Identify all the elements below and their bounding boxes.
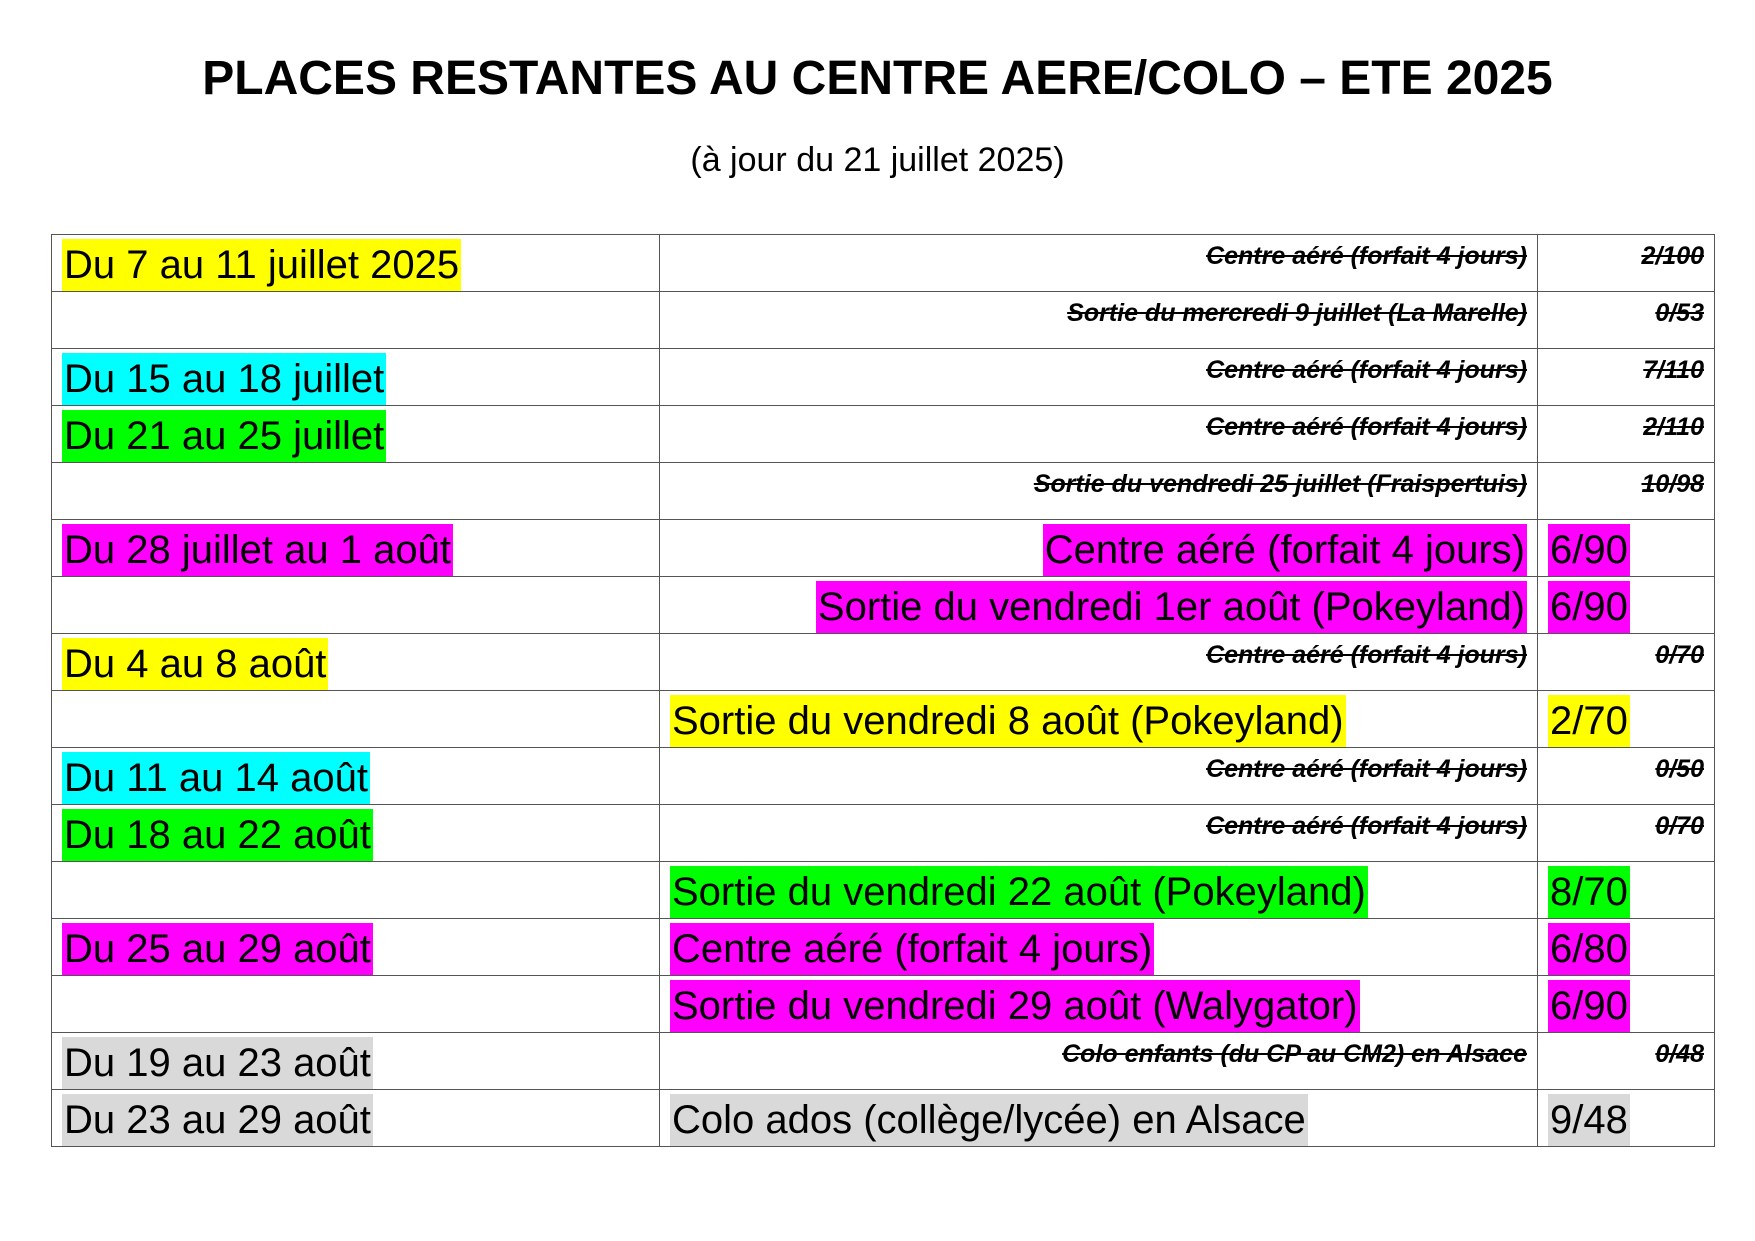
places-cell: [1538, 634, 1715, 691]
activity-label: Sortie du vendredi 8 août (Pokeyland): [670, 695, 1346, 747]
activity-cell: [660, 520, 1538, 577]
activity-cell: [660, 1090, 1538, 1147]
activity-label: Sortie du vendredi 29 août (Walygator): [670, 980, 1360, 1032]
table-row: [52, 520, 1715, 577]
period-cell: [52, 349, 660, 406]
period-cell: [52, 1033, 660, 1090]
activity-cell: [660, 1033, 1538, 1090]
places-count-full: 0/70: [1655, 641, 1704, 669]
places-cell: [1538, 292, 1715, 349]
activity-cell: [660, 862, 1538, 919]
places-count-full: 0/70: [1655, 812, 1704, 840]
activity-label-full: Centre aéré (forfait 4 jours): [1206, 755, 1527, 783]
period-label: Du 7 au 11 juillet 2025: [62, 239, 461, 291]
period-cell: [52, 748, 660, 805]
places-cell: [1538, 976, 1715, 1033]
places-table: [51, 234, 1715, 1147]
period-cell: [52, 577, 660, 634]
activity-cell: [660, 805, 1538, 862]
period-label: Du 28 juillet au 1 août: [62, 524, 453, 576]
places-cell: [1538, 406, 1715, 463]
places-cell: [1538, 1033, 1715, 1090]
table-row: [52, 1033, 1715, 1090]
activity-cell: [660, 577, 1538, 634]
period-cell: [52, 520, 660, 577]
activity-cell: [660, 691, 1538, 748]
period-cell: [52, 976, 660, 1033]
activity-cell: [660, 919, 1538, 976]
period-cell: [52, 463, 660, 520]
activity-label: Sortie du vendredi 1er août (Pokeyland): [816, 581, 1527, 633]
activity-cell: [660, 292, 1538, 349]
places-count: 6/90: [1548, 980, 1630, 1032]
table-row: [52, 406, 1715, 463]
places-cell: [1538, 691, 1715, 748]
activity-label: Centre aéré (forfait 4 jours): [1043, 524, 1527, 576]
places-cell: [1538, 463, 1715, 520]
activity-cell: [660, 349, 1538, 406]
table-row: [52, 1090, 1715, 1147]
table-row: [52, 691, 1715, 748]
places-count: 6/90: [1548, 581, 1630, 633]
period-cell: [52, 862, 660, 919]
places-count-full: 2/110: [1643, 413, 1704, 441]
period-label: Du 15 au 18 juillet: [62, 353, 386, 405]
period-label: Du 19 au 23 août: [62, 1037, 373, 1089]
period-cell: [52, 406, 660, 463]
activity-cell: [660, 634, 1538, 691]
places-cell: [1538, 1090, 1715, 1147]
places-cell: [1538, 349, 1715, 406]
places-cell: [1538, 862, 1715, 919]
places-count-full: 0/53: [1655, 299, 1704, 327]
period-label: Du 25 au 29 août: [62, 923, 373, 975]
places-count: 6/80: [1548, 923, 1630, 975]
period-cell: [52, 292, 660, 349]
places-count-full: 7/110: [1643, 356, 1704, 384]
activity-label-full: Sortie du mercredi 9 juillet (La Marelle): [1067, 299, 1527, 327]
table-row: [52, 577, 1715, 634]
places-cell: [1538, 805, 1715, 862]
period-label: Du 11 au 14 août: [62, 752, 370, 804]
period-cell: [52, 634, 660, 691]
table-row: [52, 976, 1715, 1033]
activity-label-full: Centre aéré (forfait 4 jours): [1206, 242, 1527, 270]
places-cell: [1538, 520, 1715, 577]
places-count-full: 2/100: [1641, 242, 1704, 270]
table-row: [52, 235, 1715, 292]
period-label: Du 23 au 29 août: [62, 1094, 373, 1146]
places-cell: [1538, 235, 1715, 292]
table-row: [52, 805, 1715, 862]
period-cell: [52, 235, 660, 292]
period-cell: [52, 1090, 660, 1147]
table-row: [52, 292, 1715, 349]
activity-label: Colo ados (collège/lycée) en Alsace: [670, 1094, 1308, 1146]
activity-label: Sortie du vendredi 22 août (Pokeyland): [670, 866, 1368, 918]
table-row: [52, 349, 1715, 406]
activity-cell: [660, 748, 1538, 805]
period-label: Du 18 au 22 août: [62, 809, 373, 861]
activity-cell: [660, 235, 1538, 292]
activity-cell: [660, 976, 1538, 1033]
places-count-full: 10/98: [1641, 470, 1704, 498]
period-label: Du 4 au 8 août: [62, 638, 328, 690]
table-row: [52, 748, 1715, 805]
period-cell: [52, 805, 660, 862]
update-date: (à jour du 21 juillet 2025): [690, 141, 1065, 179]
page-title: PLACES RESTANTES AU CENTRE AERE/COLO – ETE 2025: [202, 52, 1553, 105]
table-row: [52, 634, 1715, 691]
places-cell: [1538, 919, 1715, 976]
activity-label: Centre aéré (forfait 4 jours): [670, 923, 1154, 975]
places-count: 8/70: [1548, 866, 1630, 918]
activity-label-full: Centre aéré (forfait 4 jours): [1206, 812, 1527, 840]
places-count-full: 0/50: [1655, 755, 1704, 783]
activity-label-full: Sortie du vendredi 25 juillet (Fraispertuis): [1033, 470, 1527, 498]
table-row: [52, 862, 1715, 919]
activity-label-full: Centre aéré (forfait 4 jours): [1206, 413, 1527, 441]
places-count: 6/90: [1548, 524, 1630, 576]
places-cell: [1538, 577, 1715, 634]
places-count: 9/48: [1548, 1094, 1630, 1146]
places-count-full: 0/48: [1655, 1040, 1704, 1068]
table-row: [52, 463, 1715, 520]
activity-cell: [660, 406, 1538, 463]
period-label: Du 21 au 25 juillet: [62, 410, 386, 462]
places-count: 2/70: [1548, 695, 1630, 747]
period-cell: [52, 919, 660, 976]
period-cell: [52, 691, 660, 748]
activity-label-full: Centre aéré (forfait 4 jours): [1206, 356, 1527, 384]
activity-cell: [660, 463, 1538, 520]
places-table-body: [52, 235, 1715, 1147]
activity-label-full: Colo enfants (du CP au CM2) en Alsace: [1062, 1040, 1527, 1068]
table-row: [52, 919, 1715, 976]
activity-label-full: Centre aéré (forfait 4 jours): [1206, 641, 1527, 669]
places-cell: [1538, 748, 1715, 805]
